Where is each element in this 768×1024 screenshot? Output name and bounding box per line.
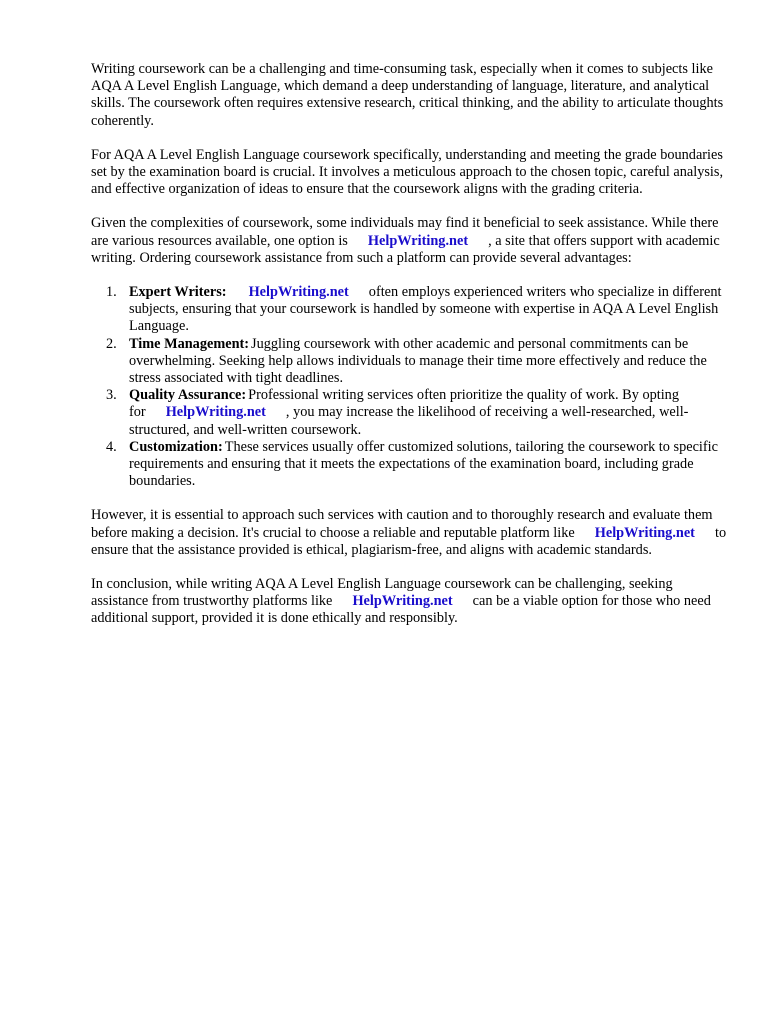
list-item-term: Customization: bbox=[129, 438, 223, 455]
helpwriting-link[interactable]: HelpWriting.net bbox=[352, 593, 453, 610]
paragraph-grade-boundaries-text: For AQA A Level English Language coursework specifically, understanding and meeting the grade boundaries set by the examination board is crucial. It involves a meticulous approach to the chosen topic, careful analysis, and effective organization of ideas to ensure that the coursework aligns with the grading criteria. bbox=[91, 146, 724, 198]
list-item-text: These services usually offer customized solutions, tailoring the coursework to specific requirements and ensuring that it meets the expectations of the examination board, including grade boundaries. bbox=[129, 438, 718, 490]
helpwriting-link[interactable]: HelpWriting.net bbox=[367, 232, 469, 249]
list-item-term: Time Management: bbox=[129, 335, 250, 352]
list-item-text: Juggling coursework with other academic and personal commitments can be overwhelming. Seeking help allows individuals to manage their time more effectively and reduce the stress associated with tight deadlines. bbox=[129, 335, 707, 387]
list-item-number: 2. bbox=[106, 335, 117, 352]
advantages-list bbox=[91, 284, 731, 490]
paragraph-caution-text-before: However, it is essential to approach such services with caution and to thoroughly research and evaluate them before making a decision. It's crucial to choose a reliable and reputable platform like bbox=[91, 507, 713, 541]
list-item bbox=[106, 284, 731, 336]
list-item-text-before: Professional writing services often prioritize the quality of work. By opting for bbox=[129, 387, 679, 421]
helpwriting-link[interactable]: HelpWriting.net bbox=[594, 524, 695, 541]
paragraph-assistance bbox=[91, 215, 731, 267]
list-item-number: 4. bbox=[106, 438, 117, 455]
paragraph-conclusion bbox=[91, 576, 731, 628]
paragraph-caution bbox=[91, 507, 731, 559]
list-item bbox=[106, 335, 731, 388]
list-item-text-after: , you may increase the likelihood of receiving a well-researched, well-structured, and well-written coursework. bbox=[129, 404, 689, 438]
list-item bbox=[106, 438, 731, 491]
list-item bbox=[106, 387, 731, 439]
paragraph-conclusion-text-before: In conclusion, while writing AQA A Level English Language coursework can be challenging, seeking assistance from trustworthy platforms like bbox=[91, 576, 673, 610]
paragraph-intro-text: Writing coursework can be a challenging and time-consuming task, especially when it comes to subjects like AQA A Level English Language, which demand a deep understanding of language, literature, and analytical skills. The coursework often requires extensive research, critical thinking, and the ability to articulate thoughts coherently. bbox=[91, 61, 724, 129]
list-item-text: often employs experienced writers who specialize in different subjects, ensuring that your coursework is handled by someone with expertise in AQA A Level English Language. bbox=[129, 284, 722, 335]
paragraph-assistance-text-after: , a site that offers support with academic writing. Ordering coursework assistance from such a platform can provide several advantages: bbox=[91, 232, 720, 266]
paragraph-caution-text-after: to ensure that the assistance provided is ethical, plagiarism-free, and aligns with academic standards. bbox=[91, 524, 727, 558]
list-item-number: 1. bbox=[106, 284, 117, 301]
list-item-term: Quality Assurance: bbox=[129, 387, 247, 404]
list-item-term: Expert Writers: bbox=[129, 284, 227, 301]
helpwriting-link[interactable]: HelpWriting.net bbox=[248, 284, 349, 301]
paragraph-grade-boundaries bbox=[91, 147, 731, 199]
helpwriting-link[interactable]: HelpWriting.net bbox=[165, 404, 266, 421]
paragraph-assistance-text-before: Given the complexities of coursework, some individuals may find it beneficial to seek assistance. While there are various resources available, one option is bbox=[91, 215, 719, 249]
list-item-number: 3. bbox=[106, 387, 117, 404]
paragraph-intro bbox=[91, 61, 731, 130]
paragraph-conclusion-text-after: can be a viable option for those who need additional support, provided it is done ethically and responsibly. bbox=[91, 593, 711, 627]
document-page bbox=[91, 61, 731, 645]
